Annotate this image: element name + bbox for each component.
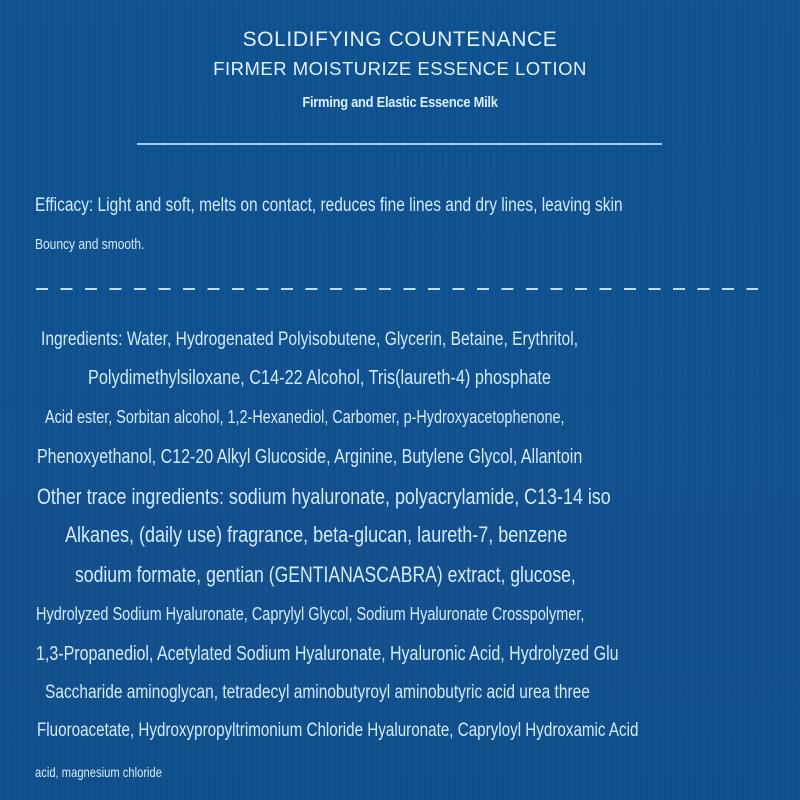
product-description-heading: Firming and Elastic Essence Milk — [302, 94, 498, 111]
efficacy-line-1: Efficacy: Light and soft, melts on contact, reduces fine lines and dry lines, leaving skin — [35, 195, 623, 216]
ingredients-line-4: Phenoxyethanol, C12-20 Alkyl Glucoside, Arginine, Butylene Glycol, Allantoin — [37, 446, 583, 468]
efficacy-line-2: Bouncy and smooth. — [35, 236, 145, 253]
ingredients-line-1: Ingredients: Water, Hydrogenated Polyisobutene, Glycerin, Betaine, Erythritol, — [41, 328, 579, 350]
ingredients-line-5: Other trace ingredients: sodium hyaluronate, polyacrylamide, C13-14 iso — [37, 484, 611, 509]
product-subtitle-caps: FIRMER MOISTURIZE ESSENCE LOTION — [213, 58, 587, 79]
ingredients-line-12: acid, magnesium chloride — [35, 764, 162, 780]
ingredients-line-7: sodium formate, gentian (GENTIANASCABRA) extract, glucose, — [75, 562, 576, 587]
ingredients-line-6: Alkanes, (daily use) fragrance, beta-glucan, laureth-7, benzene — [65, 522, 568, 547]
dashed-divider — [36, 288, 758, 290]
ingredients-line-9: 1,3-Propanediol, Acetylated Sodium Hyaluronate, Hyaluronic Acid, Hydrolyzed Glu — [36, 643, 619, 665]
product-title: SOLIDIFYING COUNTENANCE — [242, 28, 558, 51]
ingredients-line-2: Polydimethylsiloxane, C14-22 Alcohol, Tris(laureth-4) phosphate — [88, 367, 551, 389]
ingredients-line-10: Saccharide aminoglycan, tetradecyl aminobutyroyl aminobutyric acid urea three — [45, 682, 590, 703]
ingredients-line-3: Acid ester, Sorbitan alcohol, 1,2-Hexanediol, Carbomer, p-Hydroxyacetophenone, — [45, 407, 565, 427]
ingredients-line-11: Fluoroacetate, Hydroxypropyltrimonium Chloride Hyaluronate, Capryloyl Hydroxamic Acid — [37, 720, 639, 741]
ingredients-line-8: Hydrolyzed Sodium Hyaluronate, Caprylyl Glycol, Sodium Hyaluronate Crosspolymer, — [36, 604, 585, 624]
header-divider — [137, 143, 662, 145]
